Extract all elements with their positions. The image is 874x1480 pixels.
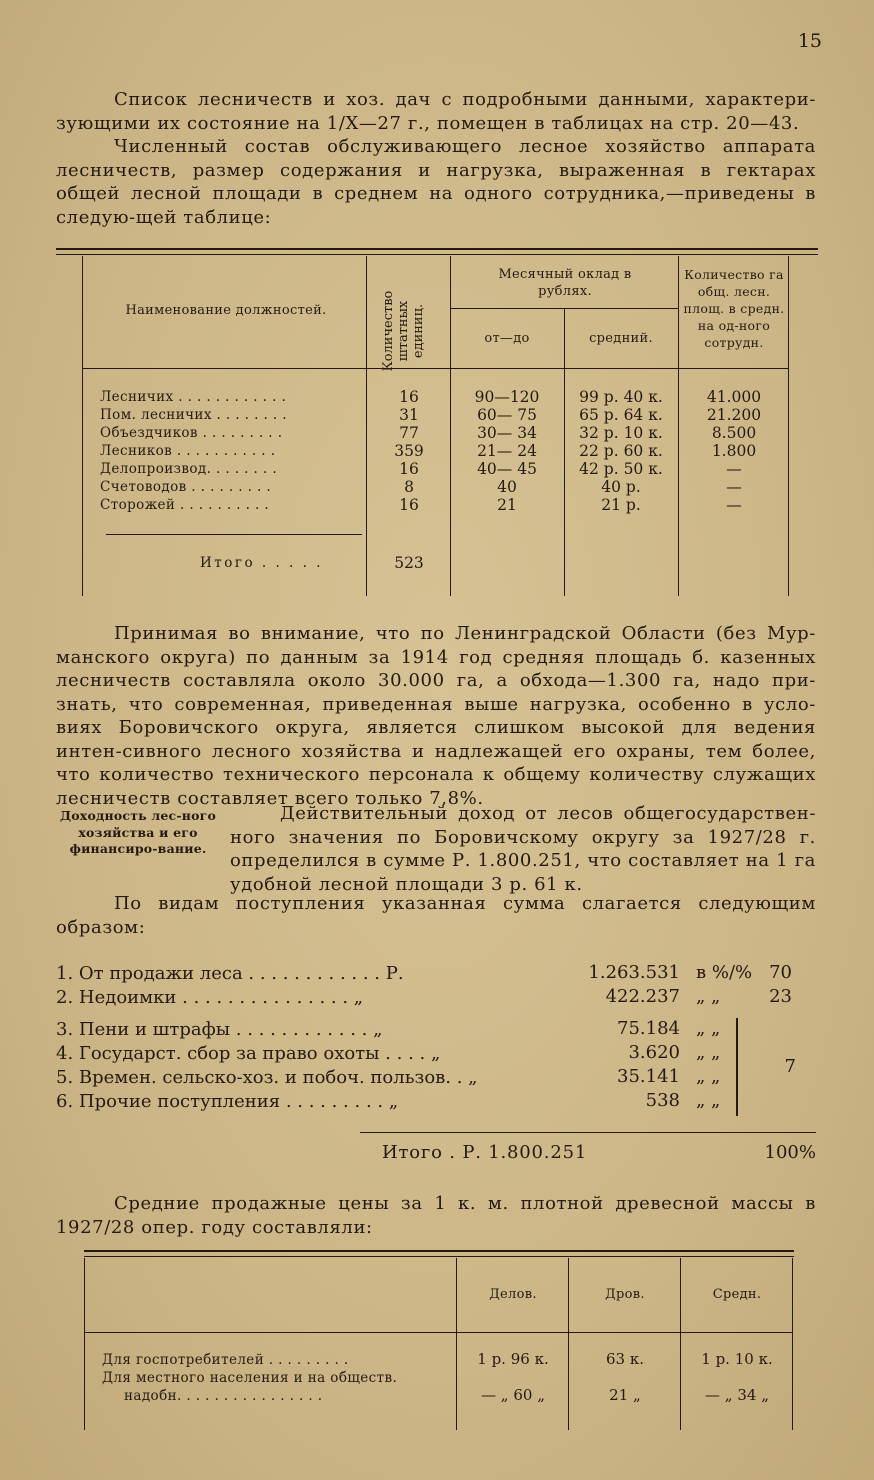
breakdown-intro — [56, 892, 816, 939]
header-firewood: Дров. — [605, 1287, 645, 1302]
intro-paragraph-2: Численный состав обслуживающего лесное хозяйство аппарата лесничеств, размер содержания и нагрузка, выраженная в гектарах общей лесной площади в среднем на одного сотрудника,—приведены в следую-щей таблице: — [56, 136, 816, 228]
side-note: Доходность лес-ного хозяйства и его финансиро-вание. — [59, 808, 217, 856]
table-row: Объездчиков . . . . . . . . . 77 30— 34 32 р. 10 к. 8.500 — [100, 424, 757, 442]
page: 15 Список лесничеств и хоз. дач с подробными данными, характери-зующими их состояние на 1/X—27 г., помещен в таблицах на стр. 20—43. Численный состав обслуживающего лесное хозяйство аппарата лесничеств, размер содержания и нагрузка, выраженная в гектарах общей лесной площади в среднем на одного сотрудника,—приведены в следую-щей таблице: Наименование должностей. Количество штатных единиц. Месячный оклад в рублях. от—до средний. Количество га общ. лесн. площ. в средн. на од-ного сотрудн. Лесничих . . . . . . . . . . . . 16 90—120 99 р. 40 к. 41.000 Пом. лесничих . . . . . . . . 31 60— 75 65 р. 64 к. 21.200 Объездчиков . . . . . . . . . 77 30— 34 32 р. 10 к. 8.500 Лесников . . . . . . . . . . . 359 21— 24 22 р. 60 к. 1.800 Делопроизвод. . . . . . . . 16 40— 45 42 р. 50 к. — Счетоводов . . . . . . . . . 8 40 40 р. — Сторожей . . . . . . . . . . 16 21 21 р. — Итого . . . . . 523 Принимая во внимание, что по Ленинградской Области (без Мур-манского округа) по данным за 1914 год средняя площадь б. казенных лесничеств составляла около 30.000 га, а обхода—1.300 га, надо при-знать, что современная, приведенная выше нагрузка, особенно в усло-виях Боровичского округа, является слишком высокой для ведения интен-сивного лесного хозяйства и надлежащей его охраны, тем более, что количество технического персонала к общему количеству служащих лесничеств составляет всего только 7,8%. Доходность лес-ного хозяйства и его финансиро-вание. Действительный доход от лесов общегосударствен-ного значения по Боровичскому округу за 1927/28 г. определился в сумме Р. 1.800.251, что составляет на 1 га удобной лесной площади 3 р. 61 к. По видам поступления указанная сумма слагается следующим образом: 1. От продажи леса . . . . . . . . . . . . Р. 1.263.531 в %/% 70 2. Недоимки . . . . . . . . . . . . . . . „ 422.237 „ „ 23 3. Пени и штрафы . . . . . . . . . . . . „ 75.184 „ „ 4. Государст. сбор за право охоты . . . . „ 3.620 „ „ 5. Времен. сельско-хоз. и побоч. пользов. . „ 35.141 „ „ 6. Прочие поступления . . . . . . . . . „ 538 „ „ 7 Итого . Р. 1.800.251 100% Средние продажные цены за 1 к. м. плотной древесной массы в 1927/28 опер. году составляли: Делов. Дров. Средн. Для госпотребителей . . . . . . . . . 1 р. 96 к. 63 к. 1 р. 10 к. Для местного населения и на обществ. надобн. . . . . . . . . . . . . . . . — „ 60 „ 21 „ — „ 34 „ — [0, 0, 874, 1480]
prices-paragraph: Средние продажные цены за 1 к. м. плотной древесной массы в 1927/28 опер. году составляли: — [56, 1193, 816, 1238]
table-row: Делопроизвод. . . . . . . . 16 40— 45 42 р. 50 к. — — [100, 460, 742, 478]
price-table: Делов. Дров. Средн. Для госпотребителей . . . . . . . . . 1 р. 96 к. 63 к. 1 р. 10 к. Для местного населения и на обществ. надобн. . . . . . . . . . . . . . . . — „ 60 „ 21 „ — „ 34 „ — [84, 1250, 794, 1430]
table-total-row: Итого . . . . . 523 — [200, 554, 424, 572]
intro-text — [56, 88, 816, 229]
income-total-percent: 100% — [764, 1142, 816, 1163]
intro-paragraph-1: Список лесничеств и хоз. дач с подробными данными, характери-зующими их состояние на 1/X—27 г., помещен в таблицах на стр. 20—43. — [56, 89, 816, 134]
header-range: от—до — [484, 331, 530, 346]
header-average: средний. — [589, 331, 653, 346]
income-paragraph: Действительный доход от лесов общегосударствен-ного значения по Боровичскому округу за 1927/28 г. определился в сумме Р. 1.800.251, что составляет на 1 га удобной лесной площади 3 р. 61 к. — [230, 803, 816, 895]
income-total: Итого . Р. 1.800.251 — [382, 1142, 588, 1163]
group-brace — [736, 1018, 744, 1116]
prices-intro — [56, 1192, 816, 1239]
page-number: 15 — [797, 30, 822, 52]
header-name: Наименование должностей. — [125, 303, 327, 318]
income-text — [230, 802, 816, 896]
header-average: Средн. — [712, 1287, 762, 1302]
analysis-paragraph: Принимая во внимание, что по Ленинградской Области (без Мур-манского округа) по данным за 1914 год средняя площадь б. казенных лесничеств составляла около 30.000 га, а обхода—1.300 га, надо при-знать, что современная, приведенная выше нагрузка, особенно в усло-виях Боровичского округа, является слишком высокой для ведения интен-сивного лесного хозяйства и надлежащей его охраны, тем более, что количество технического персонала к общему количеству служащих лесничеств составляет всего только 7,8%. — [56, 623, 816, 809]
analysis-text — [56, 622, 816, 810]
table-row: Пом. лесничих . . . . . . . . 31 60— 75 65 р. 64 к. 21.200 — [100, 406, 762, 424]
staff-table — [56, 248, 818, 596]
table-row: Лесников . . . . . . . . . . . 359 21— 24 22 р. 60 к. 1.800 — [100, 442, 757, 460]
header-count: Количество штатных единиц. — [381, 290, 426, 372]
group-percent: 7 — [784, 1056, 796, 1077]
total-rule — [360, 1132, 816, 1133]
header-business: Делов. — [489, 1287, 537, 1302]
header-salary: Месячный оклад в рублях. — [498, 267, 632, 299]
table-row: Лесничих . . . . . . . . . . . . 16 90—120 99 р. 40 к. 41.000 — [100, 388, 762, 406]
table-row: Сторожей . . . . . . . . . . 16 21 21 р. — — [100, 496, 742, 514]
header-area: Количество га общ. лесн. площ. в средн. на од-ного сотрудн. — [683, 267, 785, 350]
breakdown-paragraph: По видам поступления указанная сумма слагается следующим образом: — [56, 893, 816, 938]
table-row: Счетоводов . . . . . . . . . 8 40 40 р. — — [100, 478, 742, 496]
